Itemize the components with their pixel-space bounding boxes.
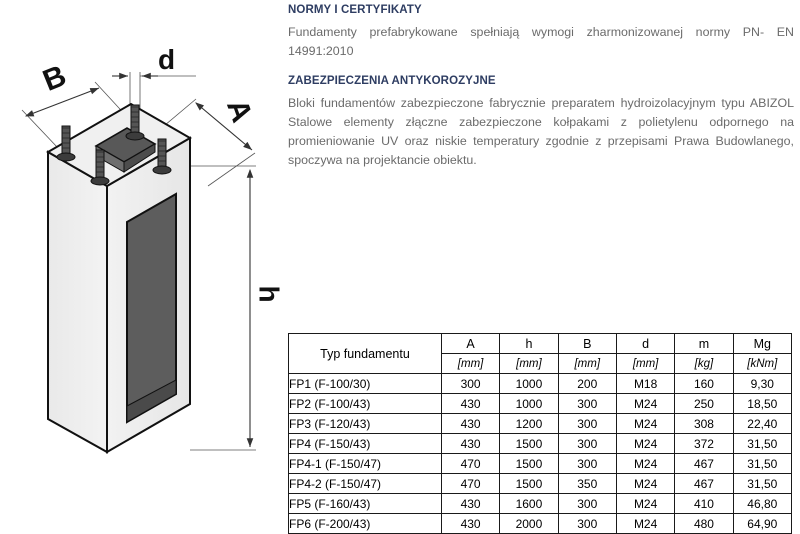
specification-table bbox=[288, 333, 792, 534]
cell-A: 470 bbox=[441, 474, 499, 494]
cell-B: 200 bbox=[558, 374, 616, 394]
cell-Mg: 31,50 bbox=[733, 434, 791, 454]
column-unit-B: [mm] bbox=[558, 354, 616, 374]
dimension-label-d: d bbox=[158, 44, 176, 75]
dimension-label-h: h bbox=[253, 285, 285, 303]
cell-Mg: 31,50 bbox=[733, 474, 791, 494]
cell-m: 308 bbox=[675, 414, 733, 434]
cell-h: 2000 bbox=[500, 514, 558, 534]
cell-type: FP4-1 (F-150/47) bbox=[289, 454, 442, 474]
table-header bbox=[289, 334, 792, 374]
dimension-label-B: B bbox=[38, 59, 71, 98]
cell-B: 300 bbox=[558, 414, 616, 434]
column-header-Mg: Mg bbox=[733, 334, 791, 354]
cell-A: 430 bbox=[441, 414, 499, 434]
cell-m: 480 bbox=[675, 514, 733, 534]
cell-B: 300 bbox=[558, 494, 616, 514]
column-unit-d: [mm] bbox=[616, 354, 674, 374]
column-header-B: B bbox=[558, 334, 616, 354]
table-header-row-symbols bbox=[289, 334, 792, 354]
cell-type: FP6 (F-200/43) bbox=[289, 514, 442, 534]
column-header-type: Typ fundamentu bbox=[289, 334, 442, 374]
cell-type: FP3 (F-120/43) bbox=[289, 414, 442, 434]
table-row bbox=[289, 434, 792, 454]
table-row bbox=[289, 474, 792, 494]
cell-Mg: 31,50 bbox=[733, 454, 791, 474]
column-unit-Mg: [kNm] bbox=[733, 354, 791, 374]
cell-d: M18 bbox=[616, 374, 674, 394]
cell-d: M24 bbox=[616, 414, 674, 434]
cell-B: 300 bbox=[558, 434, 616, 454]
column-header-A: A bbox=[441, 334, 499, 354]
cell-m: 372 bbox=[675, 434, 733, 454]
column-unit-h: [mm] bbox=[500, 354, 558, 374]
table-row bbox=[289, 454, 792, 474]
cell-A: 300 bbox=[441, 374, 499, 394]
table-body bbox=[289, 374, 792, 534]
cell-d: M24 bbox=[616, 514, 674, 534]
cell-A: 430 bbox=[441, 434, 499, 454]
cell-d: M24 bbox=[616, 494, 674, 514]
cell-d: M24 bbox=[616, 454, 674, 474]
paragraph-standards: Fundamenty prefabrykowane spełniają wymogi zharmonizowanej normy PN- EN 14991:2010 bbox=[288, 25, 794, 58]
cell-d: M24 bbox=[616, 394, 674, 414]
table-row bbox=[289, 374, 792, 394]
cell-h: 1500 bbox=[500, 474, 558, 494]
cell-m: 467 bbox=[675, 454, 733, 474]
cell-A: 430 bbox=[441, 394, 499, 414]
cell-B: 350 bbox=[558, 474, 616, 494]
cell-m: 410 bbox=[675, 494, 733, 514]
heading-standards: NORMY I CERTYFIKATY bbox=[288, 4, 422, 16]
cell-h: 1500 bbox=[500, 454, 558, 474]
column-header-m: m bbox=[675, 334, 733, 354]
cell-B: 300 bbox=[558, 514, 616, 534]
paragraph-corrosion-protection: Bloki fundamentów zabezpieczone fabrycznie preparatem hydroizolacyjnym typu ABIZOL Stalowe elementy złączne zabezpieczone kołpakami z polietylenu odpornego na promieniowanie UV oraz niskie temperatury zgodnie z przepisami Prawa Budowlanego, spoczywa na projektancie obiektu. bbox=[288, 96, 794, 167]
foundation-block-drawing bbox=[0, 0, 288, 513]
table-row bbox=[289, 414, 792, 434]
cell-type: FP5 (F-160/43) bbox=[289, 494, 442, 514]
dimension-label-A: A bbox=[220, 95, 259, 127]
column-unit-m: [kg] bbox=[675, 354, 733, 374]
text-column bbox=[288, 0, 794, 170]
cell-B: 300 bbox=[558, 394, 616, 414]
cell-h: 1000 bbox=[500, 394, 558, 414]
cell-h: 1500 bbox=[500, 434, 558, 454]
cell-d: M24 bbox=[616, 474, 674, 494]
cell-Mg: 64,90 bbox=[733, 514, 791, 534]
cell-h: 1200 bbox=[500, 414, 558, 434]
cell-type: FP2 (F-100/43) bbox=[289, 394, 442, 414]
cell-B: 300 bbox=[558, 454, 616, 474]
cell-m: 467 bbox=[675, 474, 733, 494]
cell-type: FP4 (F-150/43) bbox=[289, 434, 442, 454]
heading-corrosion-protection: ZABEZPIECZENIA ANTYKOROZYJNE bbox=[288, 75, 496, 87]
cell-A: 470 bbox=[441, 454, 499, 474]
cell-A: 430 bbox=[441, 494, 499, 514]
cell-type: FP1 (F-100/30) bbox=[289, 374, 442, 394]
cell-m: 250 bbox=[675, 394, 733, 414]
cell-Mg: 9,30 bbox=[733, 374, 791, 394]
cell-m: 160 bbox=[675, 374, 733, 394]
cell-Mg: 18,50 bbox=[733, 394, 791, 414]
cell-h: 1000 bbox=[500, 374, 558, 394]
table-row bbox=[289, 494, 792, 514]
cell-Mg: 22,40 bbox=[733, 414, 791, 434]
table-row bbox=[289, 514, 792, 534]
cell-Mg: 46,80 bbox=[733, 494, 791, 514]
cell-h: 1600 bbox=[500, 494, 558, 514]
cell-type: FP4-2 (F-150/47) bbox=[289, 474, 442, 494]
table-row bbox=[289, 394, 792, 414]
column-unit-A: [mm] bbox=[441, 354, 499, 374]
specification-table-wrapper bbox=[288, 333, 792, 534]
column-header-h: h bbox=[500, 334, 558, 354]
cell-A: 430 bbox=[441, 514, 499, 534]
cell-d: M24 bbox=[616, 434, 674, 454]
column-header-d: d bbox=[616, 334, 674, 354]
